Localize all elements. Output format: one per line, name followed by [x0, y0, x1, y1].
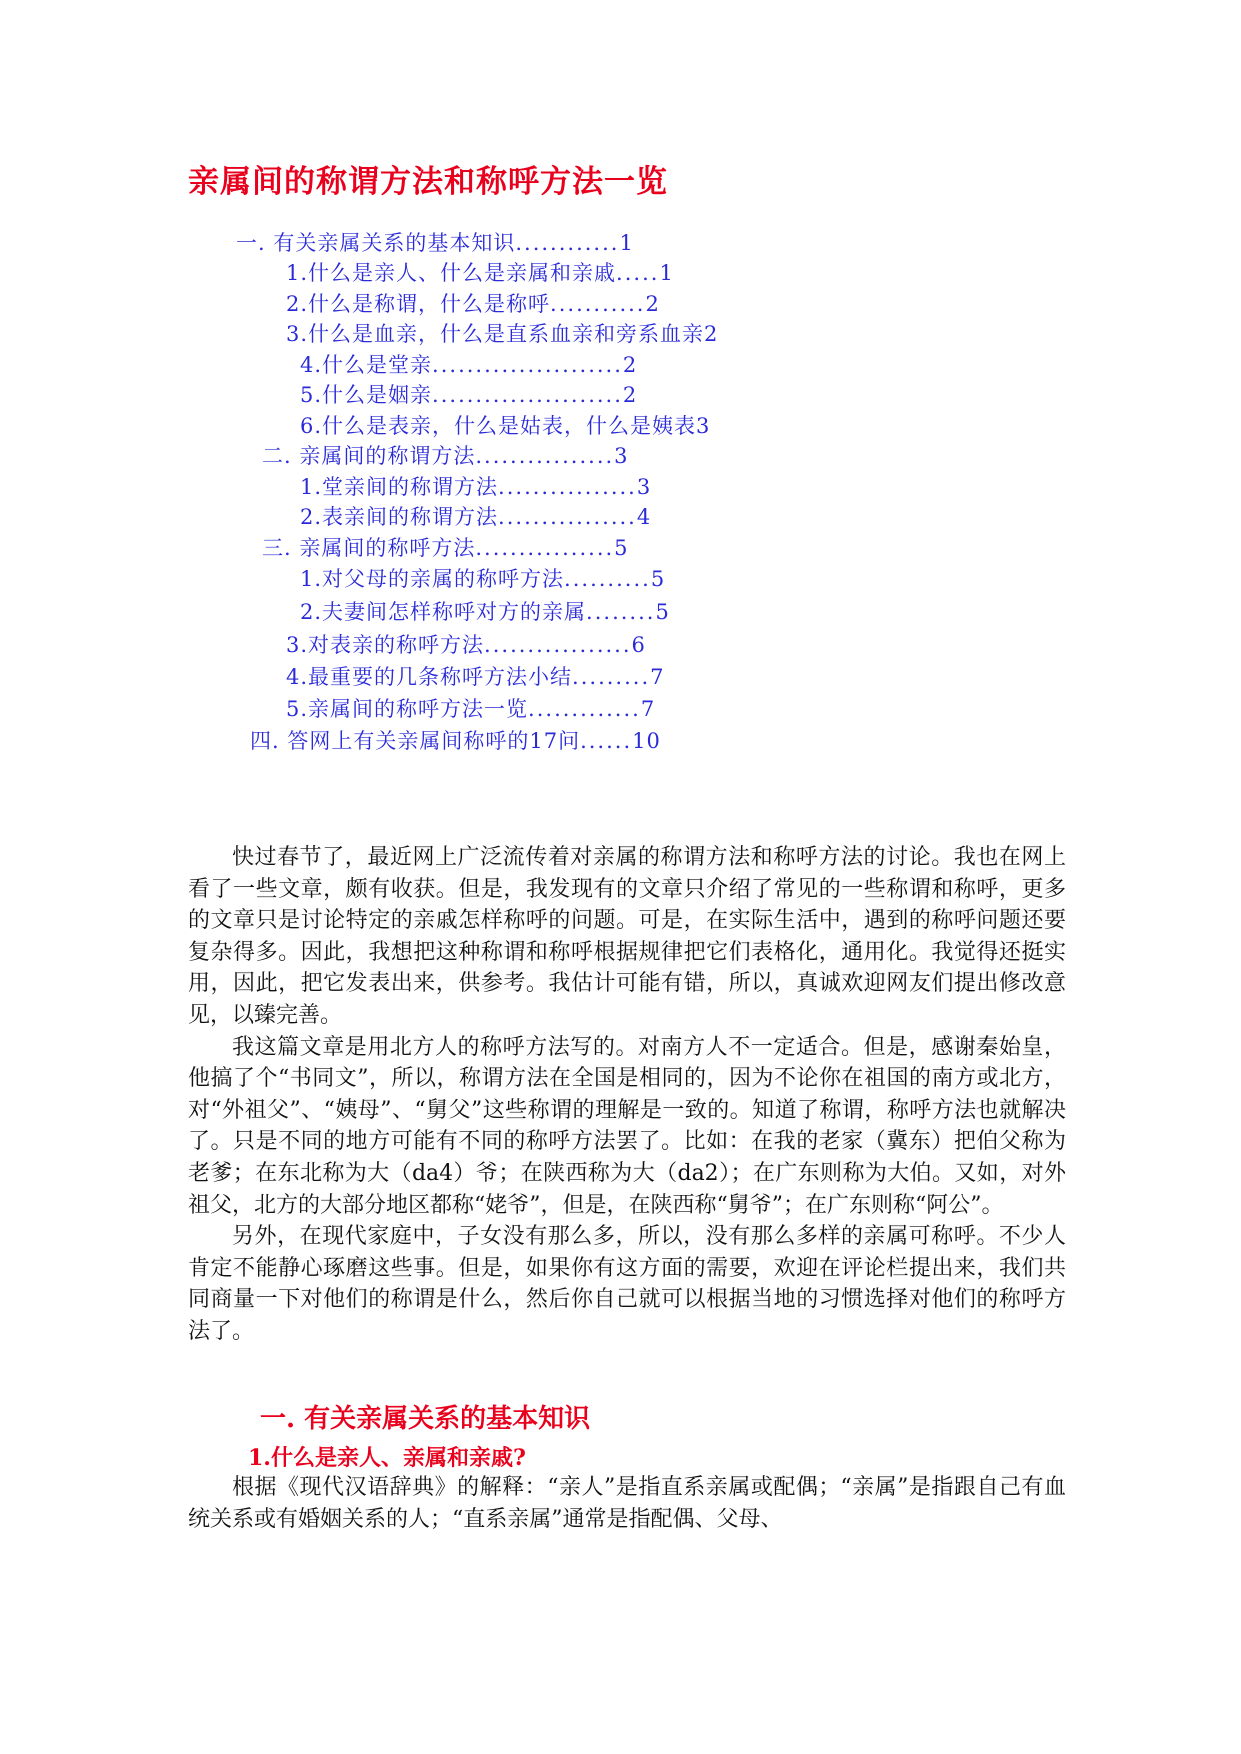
toc-entry-label: 二. 亲属间的称谓方法 [262, 444, 476, 468]
toc-entry-page: 1 [619, 231, 634, 255]
toc-entry[interactable] [286, 319, 718, 349]
toc-entry-page: 7 [650, 665, 665, 689]
toc-entry-page: 5 [650, 567, 666, 591]
intro-paragraph: 快过春节了，最近网上广泛流传着对亲属的称谓方法和称呼方法的讨论。我也在网上看了一些文章，颇有收获。但是，我发现有的文章只介绍了常见的一些称谓和称呼，更多的文章只是讨论特定的亲戚怎样称呼的问题。可是，在实际生活中，遇到的称呼问题还要复杂得多。因此，我想把这种称谓和称呼根据规律把它们表格化，通用化。我觉得还挺实用，因此，把它发表出来，供参考。我估计可能有错，所以，真诚欢迎网友们提出修改意见，以臻完善。 [188, 845, 1066, 1028]
toc-entry-page: 3 [636, 475, 652, 499]
toc-entry[interactable] [300, 350, 637, 380]
toc-entry[interactable] [236, 228, 634, 258]
toc-entry-leader: ................ [475, 444, 615, 468]
toc-entry-label: 一. 有关亲属关系的基本知识 [236, 231, 516, 255]
intro-paragraph: 另外，在现代家庭中，子女没有那么多，所以，没有那么多样的亲属可称呼。不少人肯定不能静心琢磨这些事。但是，如果你有这方面的需要，欢迎在评论栏提出来，我们共同商量一下对他们的称谓是什么，然后你自己就可以根据当地的习惯选择对他们的称呼方法了。 [188, 1224, 1066, 1344]
toc-entry-label: 1.堂亲间的称谓方法 [300, 475, 499, 499]
toc-entry-label: 4.最重要的几条称呼方法小结 [286, 665, 573, 689]
toc-entry-label: 5.亲属间的称呼方法一览 [286, 697, 529, 721]
toc-entry-page: 2 [704, 322, 719, 346]
toc-entry[interactable] [300, 472, 651, 502]
toc-entry[interactable] [262, 533, 629, 563]
toc-entry[interactable] [286, 694, 655, 724]
toc-entry-page: 1 [659, 261, 674, 285]
toc-entry[interactable] [262, 441, 629, 471]
toc-entry-leader: ............. [528, 697, 641, 721]
section-heading: 一. 有关亲属关系的基本知识 [260, 1404, 591, 1434]
toc-entry-label: 2.表亲间的称谓方法 [300, 505, 499, 529]
toc-entry-label: 2.什么是称谓，什么是称呼 [286, 292, 551, 316]
toc-entry-leader: ...................... [432, 383, 623, 407]
toc-entry[interactable] [300, 564, 665, 594]
toc-entry-leader: ...................... [432, 353, 623, 377]
toc-entry-page: 4 [636, 505, 652, 529]
toc-entry-label: 四. 答网上有关亲属间称呼的17问 [250, 729, 581, 753]
toc-entry-leader: .......... [564, 567, 651, 591]
toc-entry-leader: ................ [475, 536, 615, 560]
toc-entry-page: 7 [640, 697, 656, 721]
toc-entry-leader: ............ [515, 231, 620, 255]
toc-entry-label: 6.什么是表亲，什么是姑表，什么是姨表 [300, 414, 697, 438]
toc-entry-leader: ......... [572, 665, 651, 689]
toc-entry-leader: ........ [586, 600, 656, 624]
toc-entry[interactable] [300, 597, 670, 627]
toc-entry-leader: ................. [484, 633, 632, 657]
toc-entry-label: 3.什么是血亲，什么是直系血亲和旁系血亲 [286, 322, 705, 346]
toc-entry[interactable] [250, 726, 661, 756]
toc-entry-leader: ...... [580, 729, 633, 753]
toc-entry-label: 5.什么是姻亲 [300, 383, 433, 407]
toc-entry[interactable] [286, 630, 646, 660]
subsection-heading: 1.什么是亲人、亲属和亲戚? [248, 1445, 526, 1471]
toc-entry-leader: ................ [498, 505, 637, 529]
toc-entry-label: 1.什么是亲人、什么是亲属和亲戚 [286, 261, 617, 285]
section-text [188, 1472, 1066, 1535]
intro-paragraph: 我这篇文章是用北方人的称呼方法写的。对南方人不一定适合。但是，感谢秦始皇，他搞了个“书同文”，所以，称谓方法在全国是相同的，因为不论你在祖国的南方或北方，对“外祖父”、“姨母”、“舅父”这些称谓的理解是一致的。知道了称谓，称呼方法也就解决了。只是不同的地方可能有不同的称呼方法罢了。比如：在我的老家（冀东）把伯父称为老爹；在东北称为大（da4）爷；在陕西称为大（da2）；在广东则称为大伯。又如，对外祖父，北方的大部分地区都称“姥爷”，但是，在陕西称“舅爷”；在广东则称“阿公”。 [188, 1034, 1066, 1218]
toc-entry-page: 5 [614, 536, 629, 560]
document-title: 亲属间的称谓方法和称呼方法一览 [188, 164, 668, 200]
toc-entry-page: 5 [655, 600, 670, 624]
toc-entry-label: 1.对父母的亲属的称呼方法 [300, 567, 565, 591]
toc-entry-leader: ........... [550, 292, 646, 316]
toc-entry[interactable] [286, 289, 660, 319]
toc-entry-page: 3 [614, 444, 629, 468]
toc-entry[interactable] [286, 662, 665, 692]
toc-entry-page: 3 [696, 414, 711, 438]
toc-entry-label: 4.什么是堂亲 [300, 353, 433, 377]
intro-text [188, 842, 1066, 1348]
toc-entry-page: 6 [631, 633, 646, 657]
toc-entry-leader: ................ [498, 475, 637, 499]
toc-entry-page: 2 [645, 292, 660, 316]
toc-entry-label: 3.对表亲的称呼方法 [286, 633, 485, 657]
toc-entry-leader: ..... [616, 261, 660, 285]
toc-entry-label: 2.夫妻间怎样称呼对方的亲属 [300, 600, 587, 624]
toc-entry[interactable] [300, 502, 651, 532]
toc-entry-label: 三. 亲属间的称呼方法 [262, 536, 476, 560]
toc-entry[interactable] [300, 380, 637, 410]
section-paragraph: 根据《现代汉语辞典》的解释：“亲人”是指直系亲属或配偶；“亲属”是指跟自己有血统关系或有婚姻关系的人；“直系亲属”通常是指配偶、父母、 [188, 1475, 1066, 1532]
toc-entry-page: 2 [622, 383, 638, 407]
toc-entry-page: 2 [622, 353, 638, 377]
toc-entry[interactable] [286, 258, 674, 288]
toc-entry[interactable] [300, 411, 710, 441]
toc-entry-page: 10 [632, 729, 661, 753]
